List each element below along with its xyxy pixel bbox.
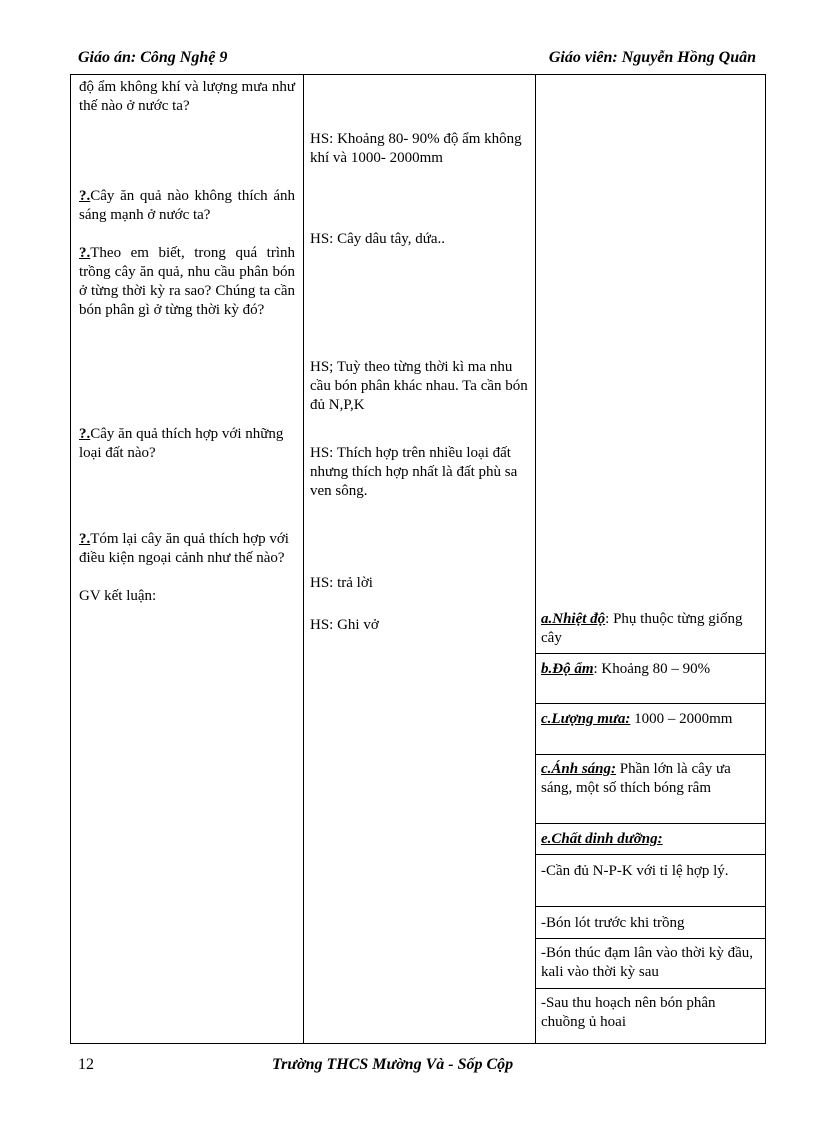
- answer-fertilizer: HS; Tuỳ theo từng thời kì ma nhu cầu bón phân khác nhau. Ta cần bón đủ N,P,K: [310, 359, 528, 413]
- header-teacher: Giáo viên: Nguyễn Hồng Quân: [548, 49, 756, 66]
- content-divider: [535, 653, 765, 654]
- content-temperature: a.Nhiệt độ: Phụ thuộc từng giống cây: [541, 611, 743, 646]
- content-nutrition-manure: -Sau thu hoạch nên bón phân chuồng ủ hoai: [541, 995, 716, 1030]
- teacher-conclusion: GV kết luận:: [79, 588, 157, 604]
- content-divider: [535, 823, 765, 824]
- question-summary: ?.Tóm lại cây ăn quả thích hợp với điều kiện ngoại cảnh như thế nào?: [79, 531, 289, 566]
- answer-soil: HS: Thích hợp trên nhiều loại đất nhưng thích hợp nhất là đất phù sa ven sông.: [310, 445, 518, 499]
- question-humidity-rain: độ ẩm không khí và lượng mưa như thế nào ở nước ta?: [79, 79, 295, 114]
- column-divider-1: [303, 75, 304, 1043]
- content-divider: [535, 754, 765, 755]
- content-nutrition-heading: e.Chất dinh dưỡng:: [541, 831, 663, 847]
- content-divider: [535, 703, 765, 704]
- lesson-table: [70, 74, 766, 1044]
- question-fertilizer: ?.Theo em biết, trong quá trình trồng cây ăn quả, nhu cầu phân bón ở từng thời kỳ ra sao? Chúng ta cần bón phân gì ở từng thời kỳ đó?: [79, 245, 295, 318]
- footer-school: Trường THCS Mường Và - Sốp Cộp: [272, 1056, 514, 1073]
- answer-shade-plants: HS: Cây dâu tây, dứa..: [310, 231, 446, 247]
- column-divider-2: [535, 75, 536, 1043]
- question-shade-plants: ?.Cây ăn quả nào không thích ánh sáng mạnh ở nước ta?: [79, 188, 295, 223]
- content-divider: [535, 938, 765, 939]
- answer-summary: HS: trả lời: [310, 575, 373, 591]
- content-divider: [535, 854, 765, 855]
- page-number: 12: [78, 1056, 94, 1073]
- content-nutrition-basal: -Bón lót trước khi trồng: [541, 915, 685, 931]
- header-subject: Giáo án: Công Nghệ 9: [78, 49, 228, 66]
- content-nutrition-npk: -Cần đủ N-P-K với tỉ lệ hợp lý.: [541, 863, 729, 879]
- content-rainfall: c.Lượng mưa: 1000 – 2000mm: [541, 711, 733, 727]
- answer-notes: HS: Ghi vở: [310, 617, 379, 633]
- answer-humidity-rain: HS: Khoảng 80- 90% độ ẩm không khí và 1000- 2000mm: [310, 131, 522, 166]
- question-soil: ?.Cây ăn quả thích hợp với những loại đất nào?: [79, 426, 284, 461]
- content-nutrition-topdress: -Bón thúc đạm lân vào thời kỳ đầu, kali vào thời kỳ sau: [541, 945, 754, 980]
- content-divider: [535, 988, 765, 989]
- content-divider: [535, 906, 765, 907]
- content-humidity: b.Độ ẩm: Khoảng 80 – 90%: [541, 661, 711, 677]
- content-light: c.Ánh sáng: Phần lớn là cây ưa sáng, một số thích bóng râm: [541, 761, 731, 796]
